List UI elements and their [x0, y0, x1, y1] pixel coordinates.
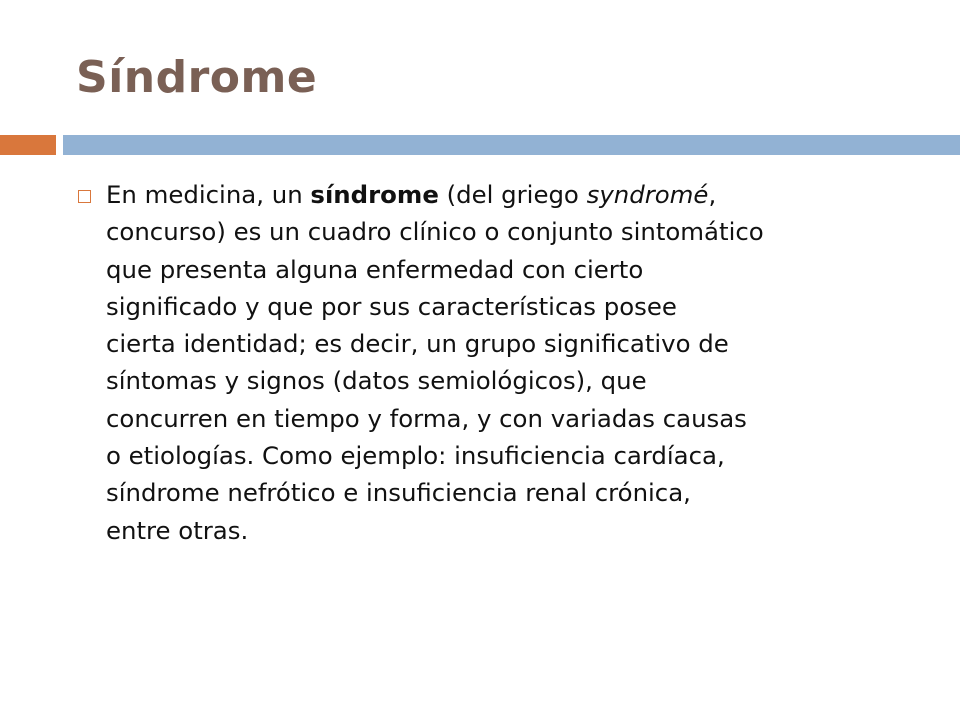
text-segment: ,	[708, 180, 717, 209]
italic-term: syndromé	[586, 180, 709, 209]
text-line-6: síntomas y signos (datos semiológicos), que	[106, 366, 647, 396]
bold-term: síndrome	[310, 180, 439, 209]
text-line-4: significado y que por sus características posee	[106, 291, 677, 321]
text-line-9: síndrome nefrótico e insuficiencia renal crónica,	[106, 478, 691, 508]
accent-bar-blue	[63, 135, 960, 155]
text-line-7: concurren en tiempo y forma, y con variadas causas	[106, 403, 747, 433]
text-line-5: cierta identidad; es decir, un grupo significativo de	[106, 329, 729, 359]
text-line-1	[106, 176, 911, 213]
text-line-3: que presenta alguna enfermedad con cierto	[106, 254, 644, 284]
text-line-10: entre otras.	[106, 515, 249, 545]
text-segment: (del griego	[438, 180, 587, 209]
text-segment: En medicina, un	[106, 180, 311, 209]
hollow-square-bullet-icon	[78, 190, 91, 203]
text-line-2: concurso) es un cuadro clínico o conjunto sintomático	[106, 217, 764, 247]
accent-bar-orange	[0, 135, 56, 155]
text-line-8: o etiologías. Como ejemplo: insuficiencia cardíaca,	[106, 441, 725, 471]
slide-title: Síndrome	[76, 52, 318, 103]
bullet-text	[106, 176, 911, 549]
